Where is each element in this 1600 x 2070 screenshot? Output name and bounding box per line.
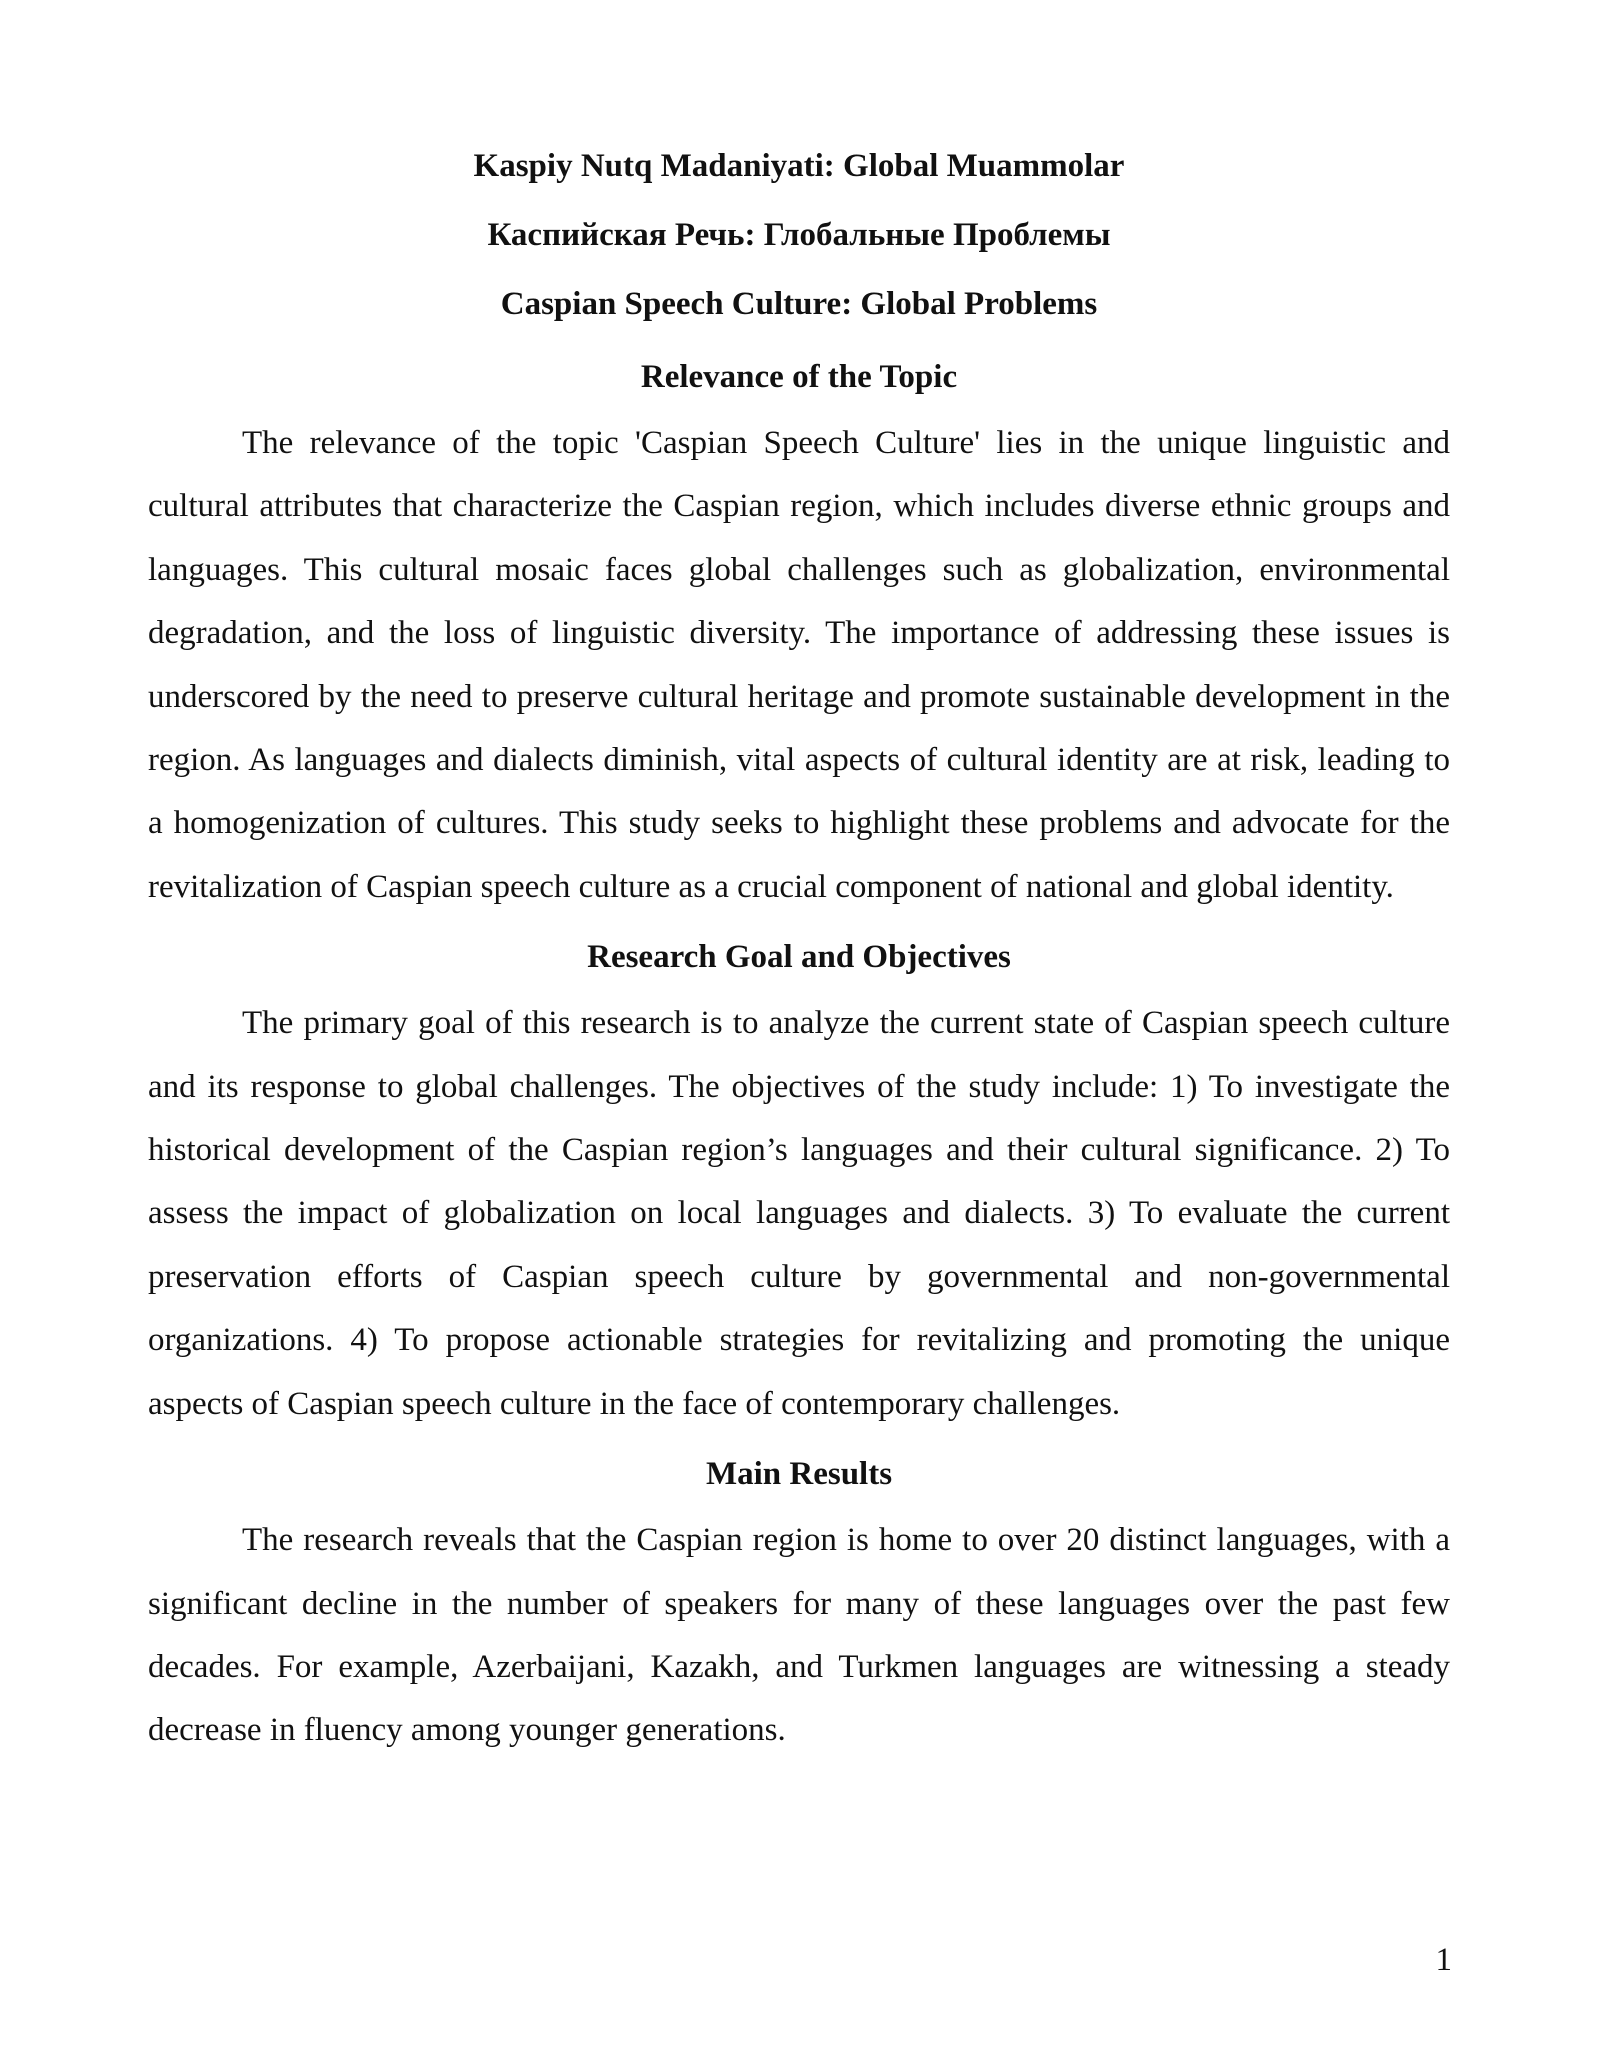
heading-relevance: Relevance of the Topic	[640, 359, 958, 395]
page-number: 1	[1435, 1942, 1452, 1978]
heading-main-results: Main Results	[705, 1456, 893, 1493]
title-russian: Каспийская Речь: Глобальные Проблемы	[487, 217, 1111, 253]
paragraph-main-results: The research reveals that the Caspian region is home to over 20 distinct languages, with a significant decline in the number of speakers for many of these languages over the past few decades. For example, Azerbaijani, Kazakh, and Turkmen languages are witnessing a steady decrease in fluency among younger generations.	[148, 1522, 1450, 1749]
page-content	[148, 146, 1450, 1763]
title-uzbek: Kaspiy Nutq Madaniyati: Global Muammolar	[473, 148, 1125, 184]
paragraph-relevance: The relevance of the topic 'Caspian Speech Culture' lies in the unique linguistic and cultural attributes that characterize the Caspian region, which includes diverse ethnic groups and languages. This cultural mosaic faces global challenges such as globalization, environmental degradation, and the loss of linguistic diversity. The importance of addressing these issues is underscored by the need to preserve cultural heritage and promote sustainable development in the region. As languages and dialects diminish, vital aspects of cultural identity are at risk, leading to a homogenization of cultures. This study seeks to highlight these problems and advocate for the revitalization of Caspian speech culture as a crucial component of national and global identity.	[148, 425, 1450, 905]
heading-goal-objectives: Research Goal and Objectives	[587, 939, 1011, 976]
title-english: Caspian Speech Culture: Global Problems	[500, 286, 1098, 322]
paragraph-goal-objectives: The primary goal of this research is to analyze the current state of Caspian speech culture and its response to global challenges. The objectives of the study include: 1) To investigate the historical development of the Caspian region’s languages and their cultural significance. 2) To assess the impact of globalization on local languages and dialects. 3) To evaluate the current preservation efforts of Caspian speech culture by governmental and non-governmental organizations. 4) To propose actionable strategies for revitalizing and promoting the unique aspects of Caspian speech culture in the face of contemporary challenges.	[148, 1005, 1450, 1422]
